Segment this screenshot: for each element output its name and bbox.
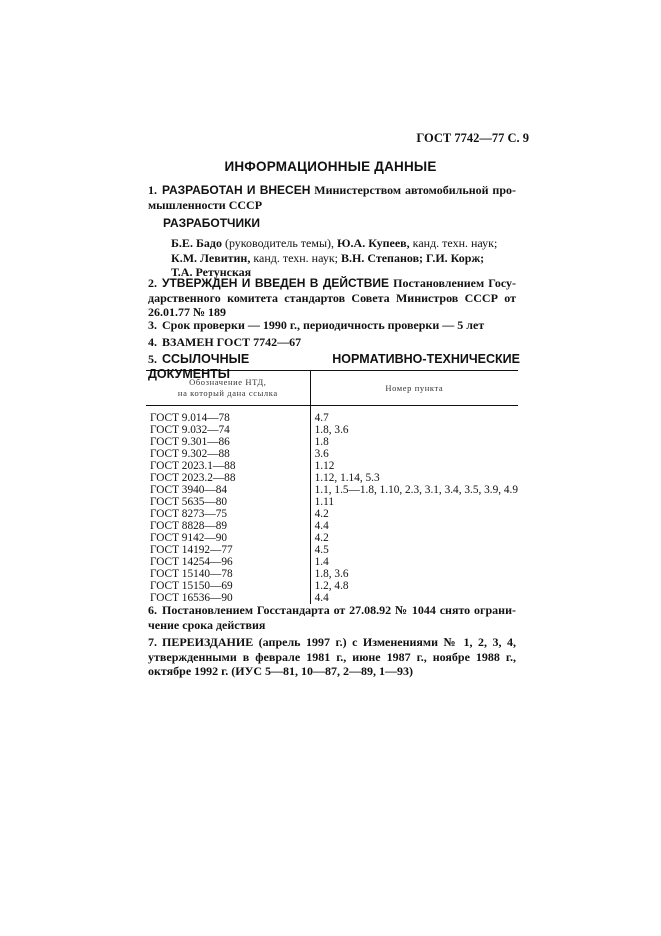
item-1-number: 1.	[148, 183, 157, 197]
developer-role: (руководитель темы),	[221, 236, 338, 250]
reference-table-header	[146, 371, 518, 406]
developer-role: канд. техн. наук;	[250, 250, 341, 265]
reference-document: ГОСТ 3940—84	[146, 484, 310, 496]
developers-line-2	[171, 251, 521, 266]
table-row	[146, 496, 518, 508]
table-row	[146, 436, 518, 448]
reference-document: ГОСТ 9.014—78	[146, 412, 310, 424]
reference-document: ГОСТ 2023.1—88	[146, 460, 310, 472]
developers-heading: РАЗРАБОТЧИКИ	[163, 216, 261, 230]
reference-document: ГОСТ 9.032—74	[146, 424, 310, 436]
reference-document: ГОСТ 15140—78	[146, 568, 310, 580]
reference-clause: 1.1, 1.5—1.8, 1.10, 2.3, 3.1, 3.4, 3.5, 3.9, 4.9	[314, 484, 518, 496]
reference-clause: 1.12, 1.14, 5.3	[314, 472, 380, 484]
reference-clause: 1.4	[314, 556, 329, 568]
table-row	[146, 556, 518, 568]
item-7-number: 7.	[148, 635, 157, 649]
table-row	[146, 508, 518, 520]
item-3	[148, 318, 516, 333]
column-header-clause: Номер пункта	[310, 371, 518, 406]
developer-name: В.Н. Степанов; Г.И. Корж;	[340, 250, 485, 265]
item-4	[148, 335, 516, 350]
reference-document: ГОСТ 9.302—88	[146, 448, 310, 460]
table-row	[146, 460, 518, 472]
reference-clause: 4.4	[314, 592, 329, 604]
developer-name: К.М. Левитин,	[171, 250, 251, 265]
item-3-text: Срок проверки — 1990 г., периодичность проверки — 5 лет	[162, 318, 485, 332]
reference-clause: 4.4	[314, 520, 329, 532]
table-row	[146, 544, 518, 556]
table-row	[146, 520, 518, 532]
reference-clause: 1.2, 4.8	[314, 580, 349, 592]
item-7-text: ПЕРЕИЗДАНИЕ (апрель 1997 г.) с Изменениями № 1, 2, 3, 4, утвержденными в феврале 1981 г., июне 1987 г., ноябре 1988 г., октябре 1992 г. (ИУС 5—81, 10—87, 2—89, 1—93)	[148, 635, 516, 678]
item-4-number: 4.	[148, 335, 157, 349]
table-row	[146, 532, 518, 544]
reference-document: ГОСТ 16536—90	[146, 592, 310, 604]
item-2	[148, 276, 516, 320]
developer-name: Ю.А. Купеев,	[337, 236, 410, 250]
column-header-document	[146, 371, 310, 406]
reference-clause: 1.12	[314, 460, 335, 472]
page-header: ГОСТ 7742—77 С. 9	[416, 131, 529, 145]
reference-clause: 4.2	[314, 508, 329, 520]
column-header-document-line-1: Обозначение НТД,	[189, 377, 267, 387]
reference-document: ГОСТ 9142—90	[146, 532, 310, 544]
reference-document: ГОСТ 9.301—86	[146, 436, 310, 448]
reference-document: ГОСТ 8273—75	[146, 508, 310, 520]
table-row	[146, 472, 518, 484]
table-row	[146, 568, 518, 580]
table-row	[146, 484, 518, 496]
developers-list	[171, 236, 521, 280]
reference-document: ГОСТ 14254—96	[146, 556, 310, 568]
item-5-number: 5.	[148, 352, 157, 366]
item-6	[148, 603, 516, 632]
page-title: ИНФОРМАЦИОННЫЕ ДАННЫЕ	[224, 159, 437, 174]
developer-role: канд. техн. наук;	[409, 236, 498, 250]
reference-clause: 4.7	[314, 412, 329, 424]
reference-clause: 1.8, 3.6	[314, 424, 349, 436]
table-row	[146, 424, 518, 436]
reference-clause: 1.11	[314, 496, 335, 508]
reference-table	[146, 370, 518, 604]
table-row	[146, 448, 518, 460]
item-3-number: 3.	[148, 318, 157, 332]
reference-clause: 4.2	[314, 532, 329, 544]
developer-name: Т.А. Ретунская	[171, 265, 252, 279]
item-6-text: Постановлением Госстандарта от 27.08.92 № 1044 снято ограни-чение срока действия	[148, 603, 516, 632]
reference-document: ГОСТ 8828—89	[146, 520, 310, 532]
column-header-document-line-2: на который дана ссылка	[177, 388, 278, 398]
table-row	[146, 412, 518, 424]
reference-document: ГОСТ 15150—69	[146, 580, 310, 592]
developer-name: Б.Е. Бадо	[171, 236, 222, 250]
table-row	[146, 580, 518, 592]
reference-clause: 1.8	[314, 436, 329, 448]
item-1-text: Министерством автомобильной про-мышленности СССР	[148, 183, 516, 212]
item-2-number: 2.	[148, 276, 157, 290]
item-5-text: ССЫЛОЧНЫЕ НОРМАТИВНО-ТЕХНИЧЕСКИЕ ДОКУМЕНТЫ	[148, 352, 520, 381]
reference-document: ГОСТ 2023.2—88	[146, 472, 310, 484]
reference-document: ГОСТ 14192—77	[146, 544, 310, 556]
item-4-text: ВЗАМЕН ГОСТ 7742—67	[162, 335, 302, 349]
item-2-label: УТВЕРЖДЕН И ВВЕДЕН В ДЕЙСТВИЕ	[162, 276, 390, 290]
reference-clause: 1.8, 3.6	[314, 568, 349, 580]
item-7	[148, 635, 516, 679]
item-6-number: 6.	[148, 603, 157, 617]
item-1-label: РАЗРАБОТАН И ВНЕСЕН	[162, 183, 311, 197]
developers-line-1	[171, 236, 521, 251]
item-2-text: Постановлением Госу-дарственного комитета стандартов Совета Министров СССР от 26.01.77 № 189	[148, 276, 516, 319]
reference-clause: 4.5	[314, 544, 329, 556]
item-1	[148, 183, 516, 212]
reference-clause: 3.6	[314, 448, 329, 460]
reference-document: ГОСТ 5635—80	[146, 496, 310, 508]
